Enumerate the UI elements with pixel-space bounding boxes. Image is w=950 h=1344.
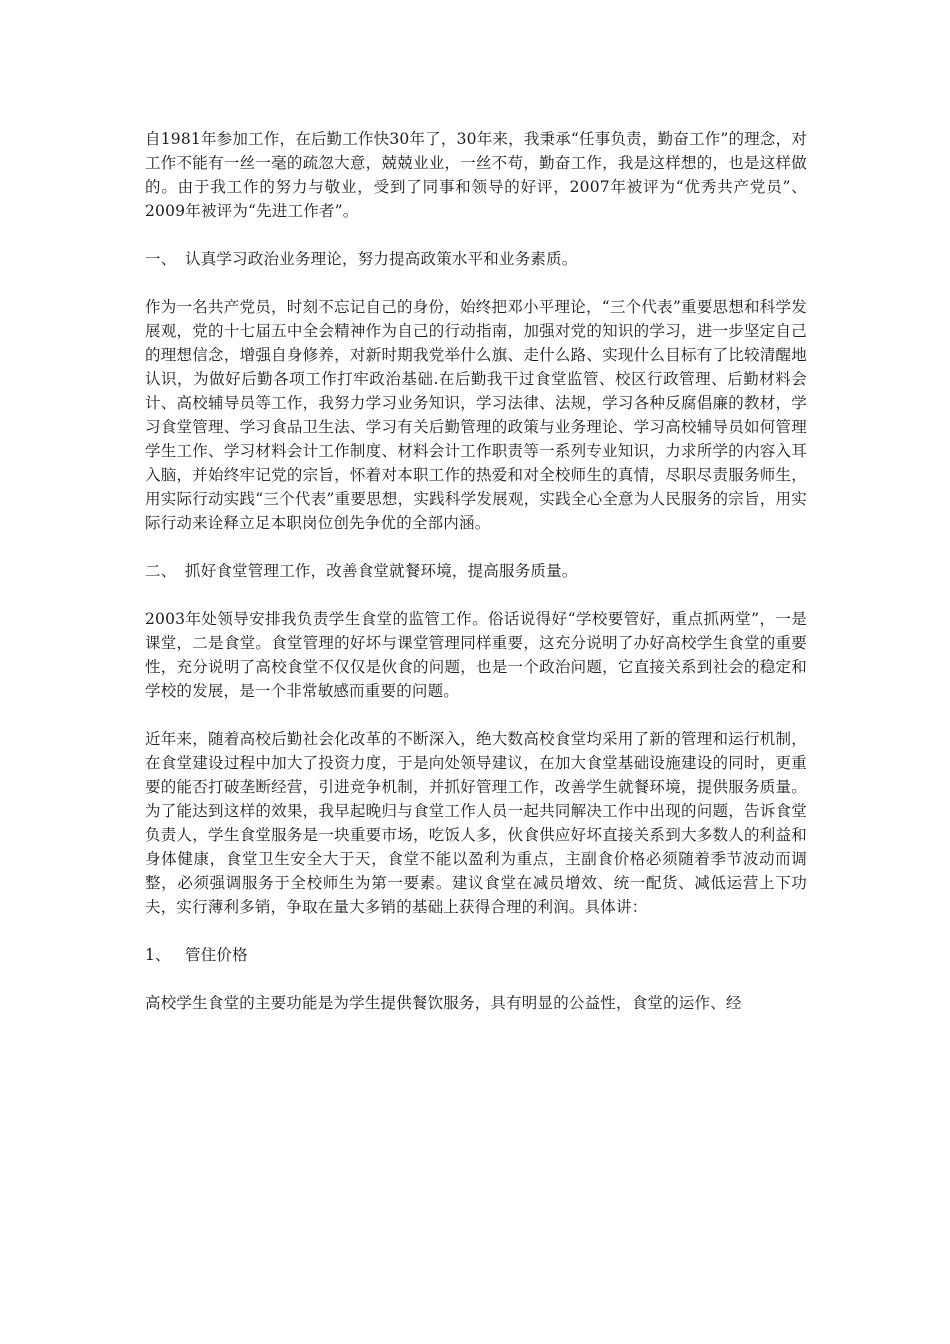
document-page [145, 127, 807, 1015]
body-paragraph: 2003年处领导安排我负责学生食堂的监管工作。俗话说得好“学校要管好，重点抓两堂”，一是课堂，二是食堂。食堂管理的好坏与课堂管理同样重要，这充分说明了办好高校学生食堂的重要性，充分说明了高校食堂不仅仅是伙食的问题，也是一个政治问题，它直接关系到社会的稳定和学校的发展，是一个非常敏感而重要的问题。 [145, 610, 807, 700]
subsection-number: 1、 [145, 946, 171, 964]
section-heading-1 [145, 247, 807, 271]
body-paragraph: 高校学生食堂的主要功能是为学生提供餐饮服务，具有明显的公益性，食堂的运作、经 [145, 994, 742, 1012]
section-heading-2 [145, 559, 807, 583]
section-title: 认真学习政治业务理论，努力提高政策水平和业务素质。 [185, 250, 578, 268]
body-paragraph: 作为一名共产党员，时刻不忘记自己的身份，始终把邓小平理论，“三个代表”重要思想和科学发展观，党的十七届五中全会精神作为自己的行动指南，加强对党的知识的学习，进一步坚定自己的理想信念，增强自身修养，对新时期我党举什么旗、走什么路、实现什么目标有了比较清醒地认识，为做好后勤各项工作打牢政治基础.在后勤我干过食堂监管、校区行政管理、后勤材料会计、高校辅导员等工作，我努力学习业务知识，学习法律、法规，学习各种反腐倡廉的教材，学习食堂管理、学习食品卫生法、学习有关后勤管理的政策与业务理论、学习高校辅导员如何管理学生工作、学习材料会计工作制度、材料会计工作职责等一系列专业知识，力求所学的内容入耳入脑，并始终牢记党的宗旨，怀着对本职工作的热爱和对全校师生的真情，尽职尽责服务师生，用实际行动实践“三个代表”重要思想，实践科学发展观，实践全心全意为人民服务的宗旨，用实际行动来诠释立足本职岗位创先争优的全部内涵。 [145, 298, 807, 532]
body-paragraph: 近年来，随着高校后勤社会化改革的不断深入，绝大数高校食堂均采用了新的管理和运行机制，在食堂建设过程中加大了投资力度，于是向处领导建议，在加大食堂基础设施建设的同时，更重要的能否打破垄断经营，引进竞争机制，并抓好管理工作，改善学生就餐环境，提供服务质量。为了能达到这样的效果，我早起晚归与食堂工作人员一起共同解决工作中出现的问题，告诉食堂负责人，学生食堂服务是一块重要市场，吃饭人多，伙食供应好坏直接关系到大多数人的利益和身体健康，食堂卫生安全大于天，食堂不能以盈利为重点，主副食价格必须随着季节波动而调整，必须强调服务于全校师生为第一要素。建议食堂在减员增效、统一配货、减低运营上下功夫，实行薄利多销，争取在量大多销的基础上获得合理的利润。具体讲： [145, 730, 807, 916]
intro-paragraph: 自1981年参加工作，在后勤工作快30年了，30年来，我秉承“任事负责，勤奋工作”的理念，对工作不能有一丝一毫的疏忽大意，兢兢业业，一丝不苟，勤奋工作，我是这样想的，也是这样做的。由于我工作的努力与敬业，受到了同事和领导的好评，2007年被评为“优秀共产党员”、2009年被评为“先进工作者”。 [145, 130, 807, 220]
section-number: 一、 [145, 250, 177, 268]
subsection-heading-1 [145, 943, 807, 967]
section-title: 抓好食堂管理工作，改善食堂就餐环境，提高服务质量。 [185, 562, 578, 580]
section-number: 二、 [145, 562, 177, 580]
subsection-title: 管住价格 [185, 946, 248, 964]
